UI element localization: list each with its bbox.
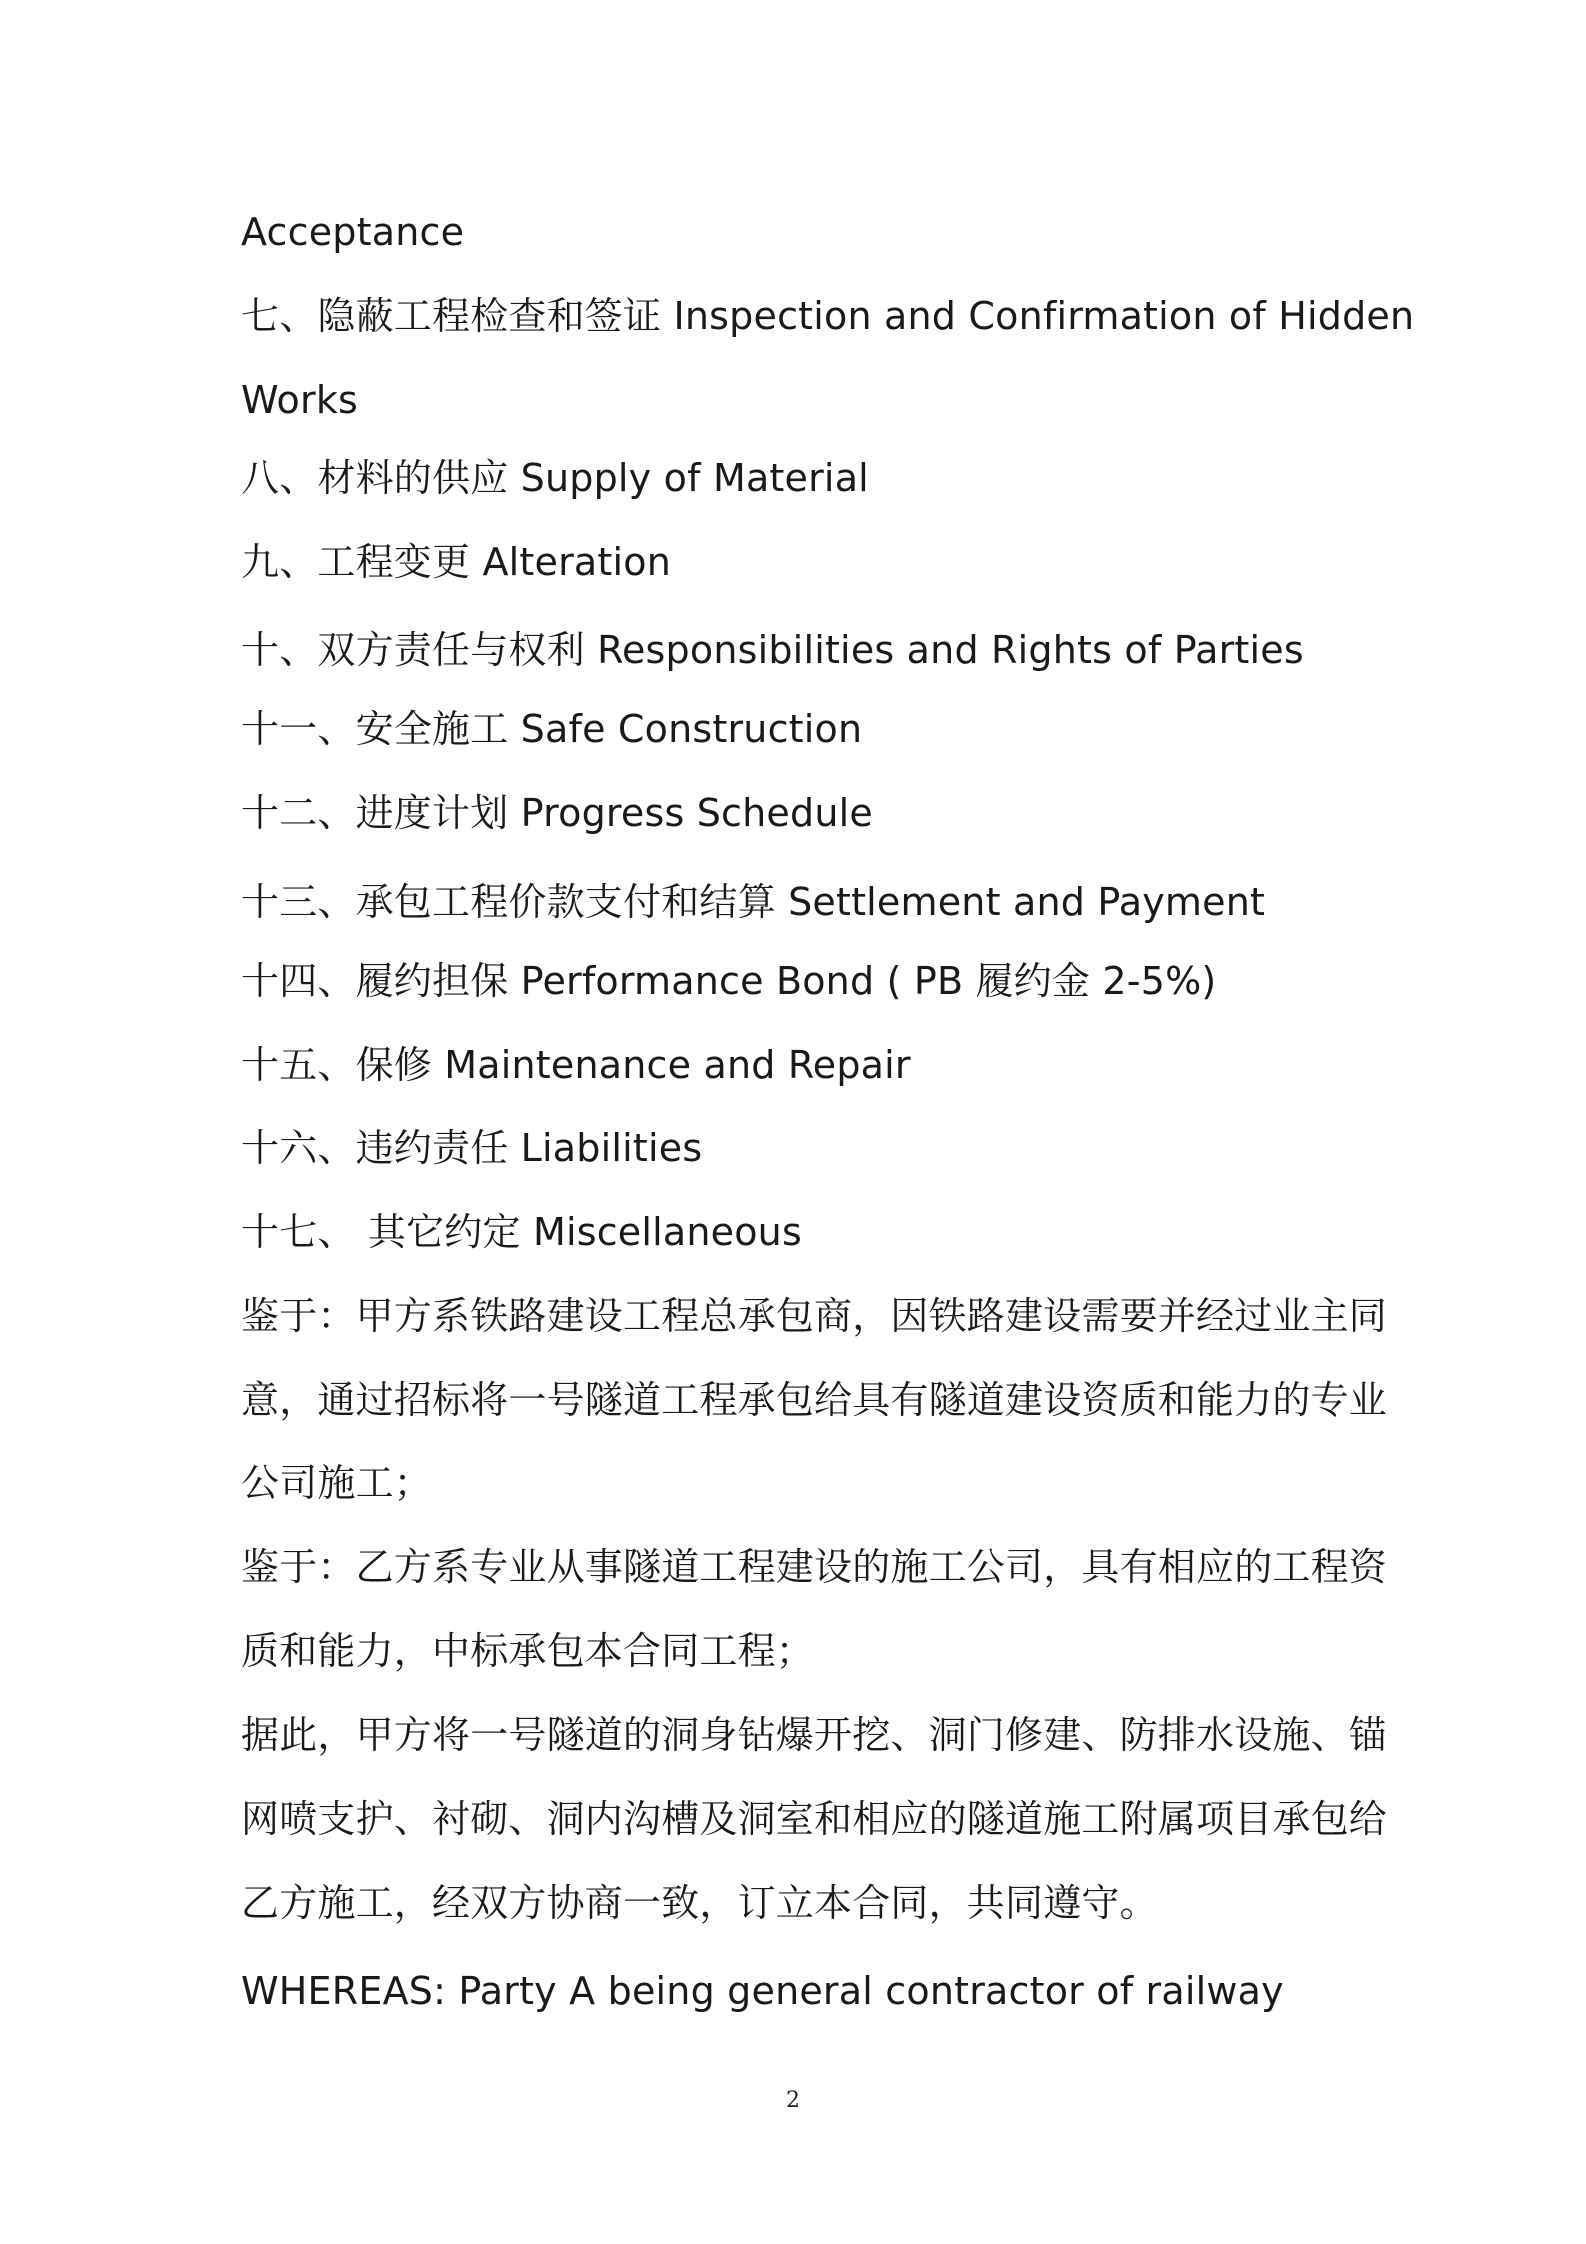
text-line-whereas-b-2: 质和能力，中标承包本合同工程； (241, 1629, 815, 1673)
text-line-section-8: 八、材料的供应 Supply of Material (241, 456, 869, 500)
text-line-section-14: 十四、履约担保 Performance Bond ( PB 履约金 2-5%) (241, 959, 1217, 1003)
text-line-works: Works (241, 378, 359, 422)
text-line-acceptance: Acceptance (241, 210, 465, 254)
text-line-whereas-a-3: 公司施工； (241, 1461, 433, 1505)
text-line-section-9: 九、工程变更 Alteration (241, 540, 672, 584)
text-line-section-12: 十二、进度计划 Progress Schedule (241, 791, 873, 835)
text-line-whereas-english: WHEREAS: Party A being general contractor of railway (241, 1969, 1284, 2013)
text-line-whereas-a-2: 意，通过招标将一号隧道工程承包给具有隧道建设资质和能力的专业 (241, 1378, 1388, 1422)
text-line-section-7: 七、隐蔽工程检查和签证 Inspection and Confirmation of Hidden (241, 294, 1415, 338)
text-line-section-16: 十六、违约责任 Liabilities (241, 1126, 703, 1170)
text-line-whereas-a-1: 鉴于：甲方系铁路建设工程总承包商，因铁路建设需要并经过业主同 (241, 1294, 1388, 1338)
text-line-section-13: 十三、承包工程价款支付和结算 Settlement and Payment (241, 880, 1266, 924)
text-line-section-15: 十五、保修 Maintenance and Repair (241, 1043, 911, 1087)
text-line-agreement-2: 网喷支护、衬砌、洞内沟槽及洞室和相应的隧道施工附属项目承包给 (241, 1797, 1388, 1841)
text-line-section-10: 十、双方责任与权利 Responsibilities and Rights of Parties (241, 628, 1304, 672)
text-line-agreement-3: 乙方施工，经双方协商一致，订立本合同，共同遵守。 (241, 1881, 1158, 1925)
page-number: 2 (786, 2088, 800, 2113)
text-line-whereas-b-1: 鉴于：乙方系专业从事隧道工程建设的施工公司，具有相应的工程资 (241, 1545, 1388, 1589)
text-line-agreement-1: 据此，甲方将一号隧道的洞身钻爆开挖、洞门修建、防排水设施、锚 (241, 1713, 1388, 1757)
text-line-section-17: 十七、 其它约定 Miscellaneous (241, 1210, 802, 1254)
text-line-section-11: 十一、安全施工 Safe Construction (241, 707, 863, 751)
